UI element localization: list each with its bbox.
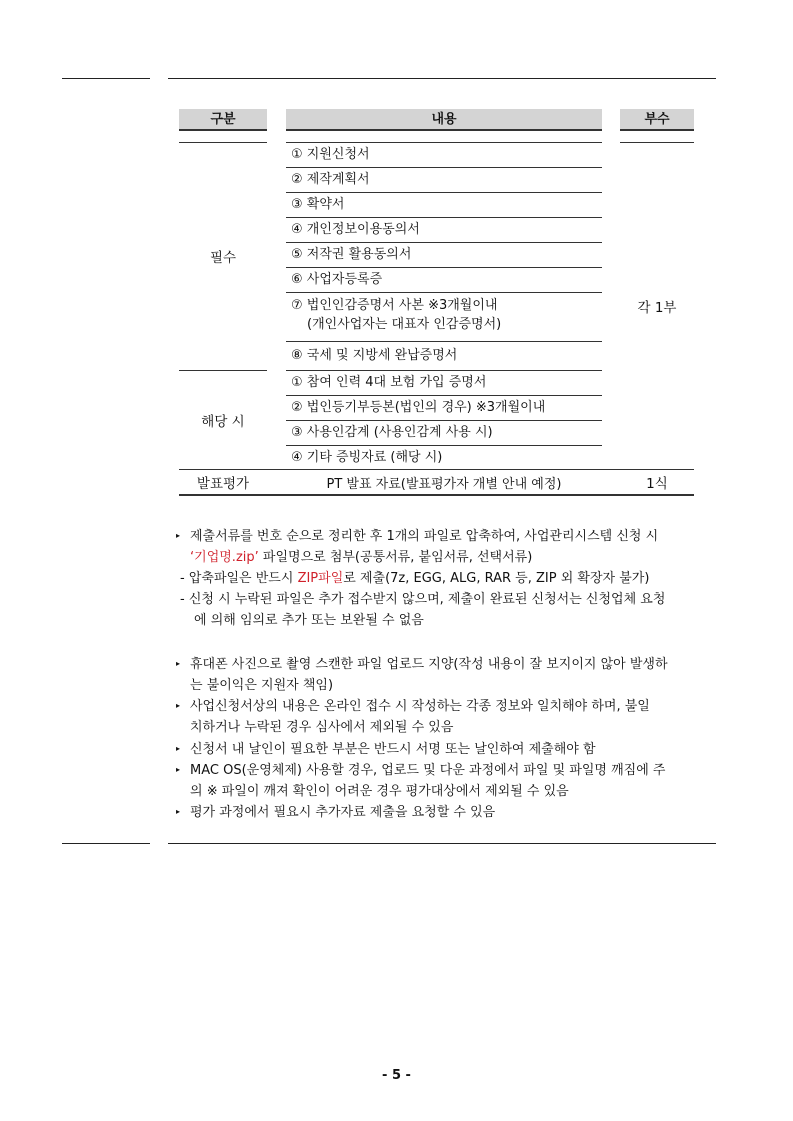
row-line	[286, 420, 602, 421]
row-line	[286, 267, 602, 268]
top-rule-right	[168, 78, 716, 79]
conditional-item-4: ④ 기타 증빙자료 (해당 시)	[291, 450, 443, 465]
required-item-2: ② 제작계획서	[291, 172, 370, 187]
required-item-7: ⑦ 법인인감증명서 사본 ※3개월이내	[291, 298, 498, 313]
zip-file-highlight: ZIP파일	[297, 571, 344, 586]
header-content: 내용	[286, 109, 602, 131]
table-bottom-line	[179, 494, 694, 496]
zip-filename: ‘기업명.zip’	[190, 550, 259, 565]
presentation-copies: 1식	[646, 476, 668, 492]
bullet-icon: ▸	[176, 807, 181, 816]
note-seal: ▸ 신청서 내 날인이 필요한 부분은 반드시 서명 또는 날인하여 제출해야 함	[176, 738, 712, 760]
page-number: - 5 -	[382, 1068, 411, 1083]
conditional-item-2: ② 법인등기부등본(법인의 경우) ※3개월이내	[291, 400, 546, 415]
bullet-icon: ▸	[176, 531, 181, 540]
bottom-rule-right	[168, 843, 716, 844]
bullet-icon: ▸	[176, 701, 181, 710]
required-item-3: ③ 확약서	[291, 197, 345, 212]
note-zip-format: - 압축파일은 반드시 ZIP파일로 제출(7z, EGG, ALG, RAR 등, ZIP 외 확장자 불가)	[180, 571, 650, 586]
category-conditional: 해당 시	[201, 413, 245, 430]
required-item-5: ⑤ 저작권 활용동의서	[291, 247, 412, 262]
copies-main: 각 1부	[637, 299, 677, 316]
note-mac-os: ▸ MAC OS(운영체제) 사용할 경우, 업로드 및 다운 과정에서 파일 및 파일명 깨짐에 주 의 ※ 파일이 깨져 확인이 어려운 경우 평가대상에서 제외될 수 있음	[176, 759, 712, 802]
note-missing-files: - 신청 시 누락된 파일은 추가 접수받지 않으며, 제출이 완료된 신청서는 신청업체 요청 에 의해 임의로 추가 또는 보완될 수 없음	[180, 592, 666, 628]
row-line	[286, 370, 602, 371]
required-item-4: ④ 개인정보이용동의서	[291, 222, 420, 237]
required-item-6: ⑥ 사업자등록증	[291, 272, 383, 287]
row-line	[286, 192, 602, 193]
row-line	[286, 217, 602, 218]
required-item-8: ⑧ 국세 및 지방세 완납증명서	[291, 348, 458, 363]
bullet-icon: ▸	[176, 765, 181, 774]
header-category: 구분	[179, 109, 267, 131]
bullet-icon: ▸	[176, 659, 181, 668]
note-online-consistency: ▸ 사업신청서상의 내용은 온라인 접수 시 작성하는 각종 정보와 일치해야 하며, 불일 치하거나 누락된 경우 심사에서 제외될 수 있음	[176, 695, 712, 738]
row-line	[286, 242, 602, 243]
required-item-7-note: (개인사업자는 대표자 인감증명서)	[307, 317, 502, 332]
row-line	[286, 341, 602, 342]
row-line	[286, 167, 602, 168]
note-additional-docs: ▸ 평가 과정에서 필요시 추가자료 제출을 요청할 수 있음	[176, 801, 712, 823]
presentation-content: PT 발표 자료(발표평가자 개별 안내 예정)	[326, 476, 562, 492]
category-presentation: 발표평가	[196, 476, 250, 492]
bullet-icon: ▸	[176, 744, 181, 753]
table-top-line-content	[286, 142, 602, 143]
row-line	[286, 395, 602, 396]
row-line	[286, 445, 602, 446]
required-item-1: ① 지원신청서	[291, 147, 370, 162]
conditional-item-3: ③ 사용인감계 (사용인감계 사용 시)	[291, 425, 493, 440]
row-line	[286, 292, 602, 293]
note-photo-scan: ▸ 휴대폰 사진으로 촬영 스캔한 파일 업로드 지양(작성 내용이 잘 보지이지 않아 발생하 는 불이익은 지원자 책임)	[176, 653, 712, 696]
header-copies: 부수	[620, 109, 694, 131]
category-required: 필수	[209, 250, 237, 266]
top-rule-left	[62, 78, 150, 79]
conditional-item-1: ① 참여 인력 4대 보험 가입 증명서	[291, 375, 487, 390]
bottom-rule-left	[62, 843, 150, 844]
note-zip-submission: ▸ 제출서류를 번호 순으로 정리한 후 1개의 파일로 압축하여, 사업관리시스템 신청 시 ‘기업명.zip’ 파일명으로 첨부(공통서류, 붙임서류, 선택서류)	[176, 525, 712, 568]
